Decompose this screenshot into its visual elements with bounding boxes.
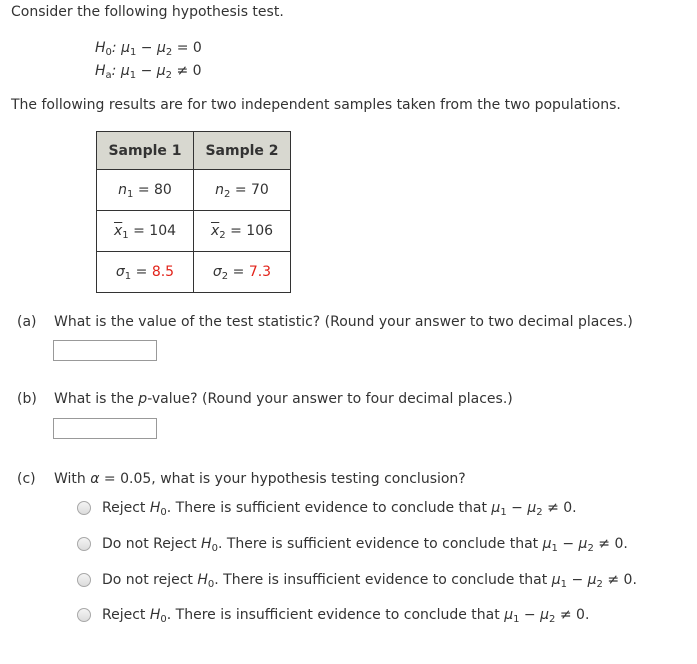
alternative-hypothesis: $H_a$: $\mu_1 - \mu_2 \ne 0$ — [95, 63, 202, 81]
part-a-label: (a) — [17, 314, 37, 330]
option-2-radio[interactable] — [77, 537, 91, 551]
x2-cell: $\overline{x}_2 = 106$ — [194, 211, 291, 252]
option-1-label[interactable]: Reject $H_0$. There is sufficient evidence to conclude that $\mu_1 - \mu_2 \ne 0$. — [102, 500, 577, 518]
null-hypothesis: $H_0$: $\mu_1 - \mu_2 = 0$ — [95, 40, 202, 58]
sigma2-cell: $\sigma_2 = 7.3$ — [194, 252, 291, 293]
option-2-label[interactable]: Do not Reject $H_0$. There is sufficient evidence to conclude that $\mu_1 - \mu_2 \ne 0$. — [102, 536, 628, 554]
n1-cell: $n_1 = 80$ — [97, 170, 194, 211]
option-4-label[interactable]: Reject $H_0$. There is insufficient evidence to conclude that $\mu_1 - \mu_2 \ne 0$. — [102, 607, 590, 625]
part-b-label: (b) — [17, 391, 37, 407]
sample-results-table — [96, 131, 291, 293]
option-3-radio[interactable] — [77, 573, 91, 587]
part-a-question: What is the value of the test statistic? (Round your answer to two decimal places.) — [54, 314, 633, 330]
test-statistic-input[interactable] — [53, 340, 157, 361]
sigma1-cell: $\sigma_1 = 8.5$ — [97, 252, 194, 293]
n2-cell: $n_2 = 70$ — [194, 170, 291, 211]
x1-cell: $\overline{x}_1 = 104$ — [97, 211, 194, 252]
intro-text: Consider the following hypothesis test. — [11, 4, 284, 20]
option-1-radio[interactable] — [77, 501, 91, 515]
sample1-header: Sample 1 — [97, 132, 194, 170]
sample2-header: Sample 2 — [194, 132, 291, 170]
p-value-input[interactable] — [53, 418, 157, 439]
option-4-radio[interactable] — [77, 608, 91, 622]
part-b-question: What is the p-value? (Round your answer to four decimal places.) — [54, 391, 513, 407]
option-3-label[interactable]: Do not reject $H_0$. There is insufficient evidence to conclude that $\mu_1 - \mu_2 \ne 0$. — [102, 572, 637, 590]
part-c-question: With α = 0.05, what is your hypothesis testing conclusion? — [54, 471, 466, 487]
part-c-label: (c) — [17, 471, 36, 487]
results-text: The following results are for two independent samples taken from the two populations. — [11, 97, 621, 113]
